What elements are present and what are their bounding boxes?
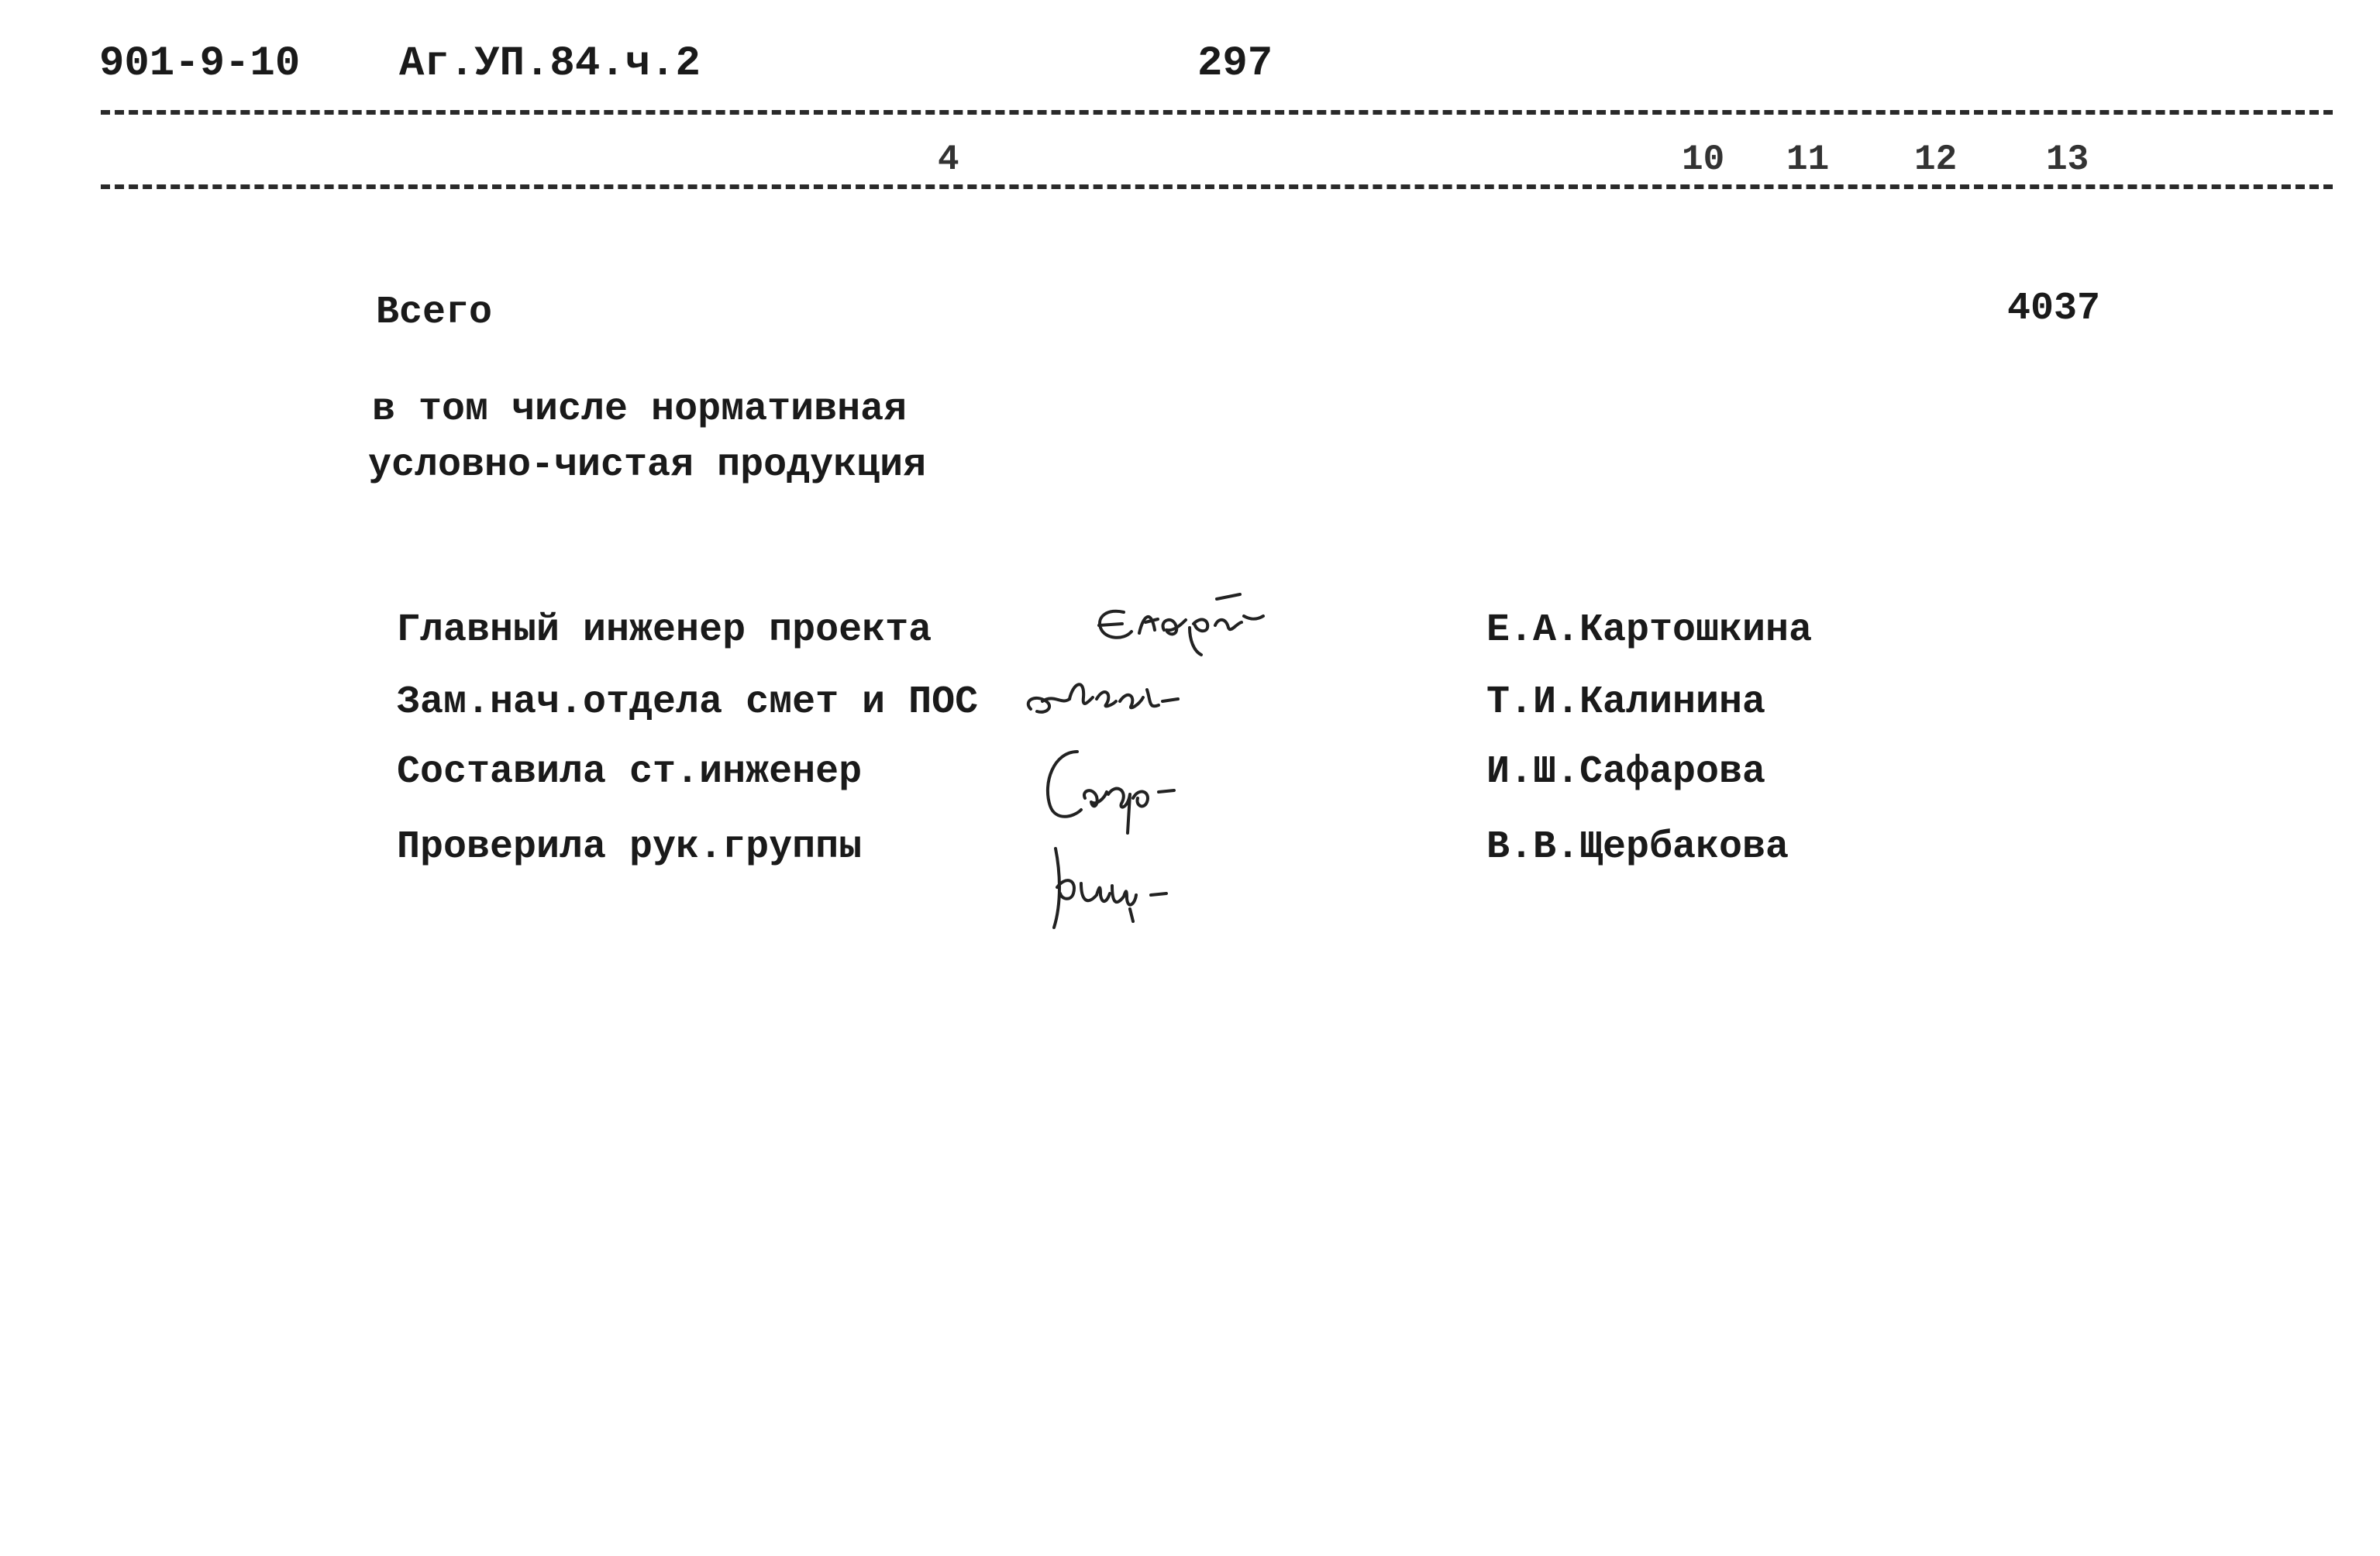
handwritten-signature: [1015, 666, 1201, 728]
column-number: 4: [938, 139, 959, 180]
handwritten-signature: [1038, 841, 1201, 934]
signature-role: Зам.нач.отдела смет и ПОС: [397, 680, 979, 725]
table-bottom-rule: [101, 184, 2333, 189]
album-code: Аг.УП.84.ч.2: [399, 40, 701, 88]
subtotal-label-line1: в том числе нормативная: [372, 387, 908, 432]
signature-role: Составила ст.инженер: [397, 750, 863, 794]
column-number: 11: [1786, 139, 1830, 180]
handwritten-signature: [1031, 736, 1209, 845]
signatory-name: В.В.Щербакова: [1486, 825, 1789, 869]
column-number: 10: [1682, 139, 1725, 180]
document-code: 901-9-10: [99, 40, 301, 88]
page-number: 297: [1197, 40, 1273, 88]
column-number: 12: [1914, 139, 1958, 180]
signatory-name: Е.А.Картошкина: [1486, 608, 1813, 652]
signatory-name: Т.И.Калинина: [1486, 680, 1766, 725]
signature-role: Проверила рук.группы: [397, 825, 863, 869]
handwritten-signature: [1077, 585, 1310, 663]
column-number: 13: [2046, 139, 2089, 180]
subtotal-label-line2: условно-чистая продукция: [368, 443, 927, 487]
signatory-name: И.Ш.Сафарова: [1486, 750, 1766, 794]
total-value: 4037: [2007, 287, 2101, 331]
signature-role: Главный инженер проекта: [397, 608, 932, 652]
table-top-rule: [101, 110, 2333, 115]
total-label: Всего: [376, 291, 493, 335]
